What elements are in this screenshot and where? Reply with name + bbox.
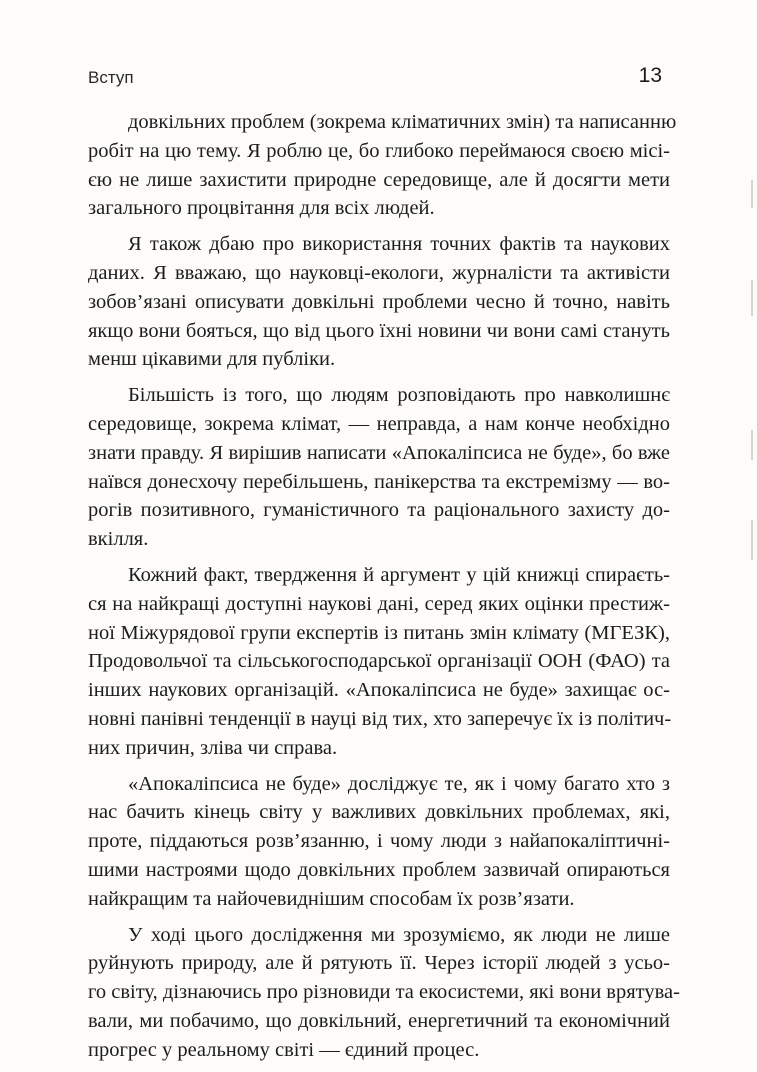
text-line: єю не лише захистити природне середовище, але й досягти мети: [88, 168, 670, 191]
running-head: Вступ: [88, 68, 134, 87]
page-header: [88, 62, 670, 96]
text-line: У ході цього дослідження ми зрозуміємо, як люди не лише: [128, 923, 670, 946]
paragraph: [88, 108, 677, 223]
page-edge-mark: [751, 430, 753, 460]
paragraph: [88, 561, 670, 763]
text-line: Більшість із того, що людям розповідають про навколишнє: [128, 384, 670, 407]
text-line: менш цікавими для публіки.: [88, 348, 336, 371]
text-line: знати правду. Я вирішив написати «Апокаліпсиса не буде», бо вже: [88, 441, 670, 464]
text-line: Кожний факт, твердження й аргумент у цій книжці спираєть-: [128, 563, 670, 586]
text-line: них причин, зліва чи справа.: [88, 736, 338, 759]
paragraph: [88, 230, 670, 374]
text-line: шими настроями щодо довкільних проблем зазвичай опираються: [88, 858, 670, 881]
text-line: го світу, дізнаючись про різновиди та екосистеми, які вони врятува-: [88, 981, 680, 1004]
text-line: середовище, зокрема клімат, — неправда, а нам конче необхідно: [88, 412, 670, 435]
text-line: вали, ми побачимо, що довкільний, енергетичний та економічний: [88, 1009, 670, 1032]
text-line: «Апокаліпсиса не буде» досліджує те, як і чому багато хто з: [128, 772, 670, 795]
text-line: новні панівні тенденції в науці від тих, хто заперечує їх із політич-: [88, 707, 672, 730]
text-line: руйнують природу, але й рятують її. Через історії людей з усьо-: [88, 952, 670, 975]
text-line: інших наукових організацій. «Апокаліпсиса не буде» захищає ос-: [88, 679, 670, 702]
text-line: прогрес у реальному світі — єдиний процес.: [88, 1038, 480, 1061]
text-line: даних. Я вважаю, що науковці-екологи, журналісти та активісти: [88, 261, 670, 284]
text-line: робіт на цю тему. Я роблю це, бо глибоко переймаюся своєю місі-: [88, 139, 670, 162]
text-line: загального процвітання для всіх людей.: [88, 197, 435, 220]
text-line: якщо вони бояться, що від цього їхні новини чи вони самі стануть: [88, 319, 670, 342]
text-line: ся на найкращі доступні наукові дані, серед яких оцінки престиж-: [88, 592, 670, 615]
text-line: найкращим та найочевиднішим способам їх розв’язати.: [88, 887, 575, 910]
text-line: вкілля.: [88, 528, 149, 551]
page-edge-mark: [751, 180, 753, 208]
page-edge-mark: [751, 280, 753, 316]
text-line: Я також дбаю про використання точних фактів та наукових: [128, 233, 670, 256]
text-line: Продовольчої та сільськогосподарської організації ООН (ФАО) та: [88, 650, 670, 673]
paragraph: [88, 381, 670, 554]
page-edge-mark: [751, 520, 753, 560]
text-line: ної Міжурядової групи експертів із питань змін клімату (МГЕЗК),: [88, 621, 670, 644]
paragraph: [88, 921, 680, 1065]
text-line: наївся донесхочу перебільшень, панікерства та екстремізму — во-: [88, 470, 670, 493]
text-line: нас бачить кінець світу у важливих довкільних проблемах, які,: [88, 801, 670, 824]
page-number: 13: [638, 64, 662, 87]
text-line: зобов’язані описувати довкільні проблеми чесно й точно, навіть: [88, 290, 670, 313]
text-line: проте, піддаються розв’язанню, і чому люди з найапокаліптичні-: [88, 830, 670, 853]
body-text: [88, 108, 680, 1072]
text-line: довкільних проблем (зокрема кліматичних змін) та написанню: [128, 111, 677, 133]
paragraph: [88, 770, 670, 914]
text-line: рогів позитивного, гуманістичного та раціонального захисту до-: [88, 499, 670, 522]
